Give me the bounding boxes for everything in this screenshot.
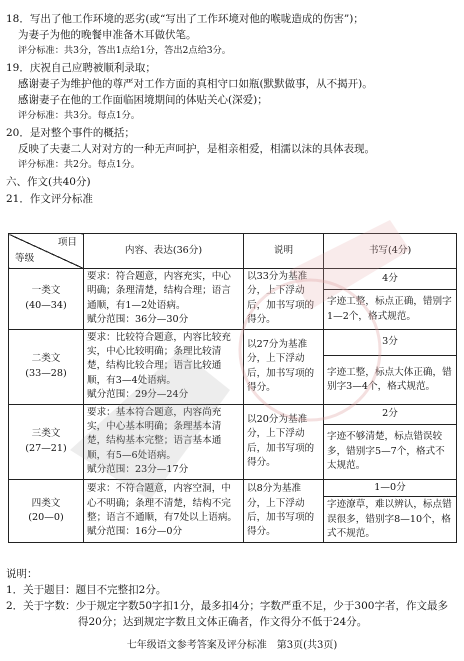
rubric-row bbox=[9, 329, 457, 356]
content-score-range: 赋分范围：16分—0分 bbox=[87, 526, 183, 538]
answer-18-line-2: 为妻子为他的晚餐申准备木耳做伏笔。 bbox=[18, 29, 197, 41]
notes-title: 说明： bbox=[6, 568, 38, 580]
writing-score-cell: 4分 bbox=[324, 269, 457, 290]
answer-19-line-1: 19．庆祝自己应聘被顺利录取； bbox=[6, 62, 156, 74]
rubric-header-row bbox=[9, 234, 457, 269]
grade-cell bbox=[9, 329, 84, 404]
answer-19-scoring: 评分标准：共3分。每点1分。 bbox=[18, 110, 140, 121]
note-2-line-1: 2．关于字数：少于规定字数50字扣1分，最多扣4分；字数严重不足，少于300字者，作文最多 bbox=[6, 600, 448, 612]
grade-name: 四类文 bbox=[31, 497, 61, 509]
grade-name: 三类文 bbox=[31, 428, 61, 440]
content-requirements: 要求：比较符合题意，内容比较充实，中心比较明确；条理比较清楚，结构比较合理；语言比较通顺，有3—4处语病。 bbox=[87, 331, 231, 386]
writing-score-cell: 2分 bbox=[324, 404, 457, 425]
writing-desc-cell: 字迹工整，标点正确，错别字1—2个，格式规范。 bbox=[324, 290, 457, 329]
header-diagonal-cell bbox=[9, 234, 84, 269]
grade-range: (27—21) bbox=[25, 442, 67, 454]
answer-20-scoring: 评分标准：共2分。每点1分。 bbox=[18, 159, 140, 170]
header-content: 内容、表达(36分) bbox=[84, 234, 244, 269]
grade-name: 二类文 bbox=[31, 353, 61, 365]
note-cell: 以27分为基准分，上下浮动后，加书写项的得分。 bbox=[244, 329, 324, 404]
header-item-label: 项目 bbox=[57, 237, 77, 248]
header-note: 说明 bbox=[244, 234, 324, 269]
grade-range: (40—34) bbox=[25, 299, 67, 311]
note-2-line-2: 得20分；达到规定字数且文体正确者，作文得分不低于24分。 bbox=[78, 616, 368, 628]
rubric-row bbox=[9, 269, 457, 290]
content-cell bbox=[84, 329, 244, 404]
grade-cell bbox=[9, 404, 84, 479]
content-cell bbox=[84, 269, 244, 330]
note-cell: 以8分为基准分，上下浮动后，加书写项的得分。 bbox=[244, 479, 324, 543]
grade-range: (20—0) bbox=[28, 512, 64, 523]
note-1: 1．关于题目：题目不完整扣2分。 bbox=[6, 584, 167, 596]
writing-score-cell: 1—0分 bbox=[324, 479, 457, 496]
content-score-range: 赋分范围：36分—30分 bbox=[87, 314, 189, 326]
content-cell bbox=[84, 404, 244, 479]
rubric-row bbox=[9, 404, 457, 425]
answer-20-line-1: 20．是对整个事件的概括； bbox=[6, 127, 135, 139]
answer-20-line-2: 反映了夫妻二人对对方的一种无声呵护，是相亲相爱，相濡以沫的具体表现。 bbox=[18, 143, 375, 155]
content-score-range: 赋分范围：23分—17分 bbox=[87, 464, 189, 476]
content-cell bbox=[84, 479, 244, 543]
grade-range: (33—28) bbox=[25, 367, 67, 379]
header-writing: 书写(4分) bbox=[324, 234, 457, 269]
grade-cell bbox=[9, 269, 84, 330]
writing-desc-cell: 字迹潦草，难以辨认，标点错误很多，错别字8—10个，格式不规范。 bbox=[324, 497, 457, 543]
answer-18-scoring: 评分标准：共3分，答出1点给1分，答出2点给3分。 bbox=[18, 45, 231, 56]
header-grade-label: 等级 bbox=[15, 252, 35, 264]
content-requirements: 要求：符合题意，内容充实，中心明确；条理清楚，结构合理；语言通顺，有1—2处语病。 bbox=[87, 271, 231, 311]
content-requirements: 要求：基本符合题意，内容尚充实，中心基本明确；条理基本清楚，结构基本完整；语言基本通顺，有5—6处语病。 bbox=[87, 406, 222, 461]
grade-cell bbox=[9, 479, 84, 543]
answer-19-line-2: 感谢妻子为维护他的尊严对工作方面的真相守口如瓶(默默做事，从不揭开)。 bbox=[18, 78, 373, 90]
section-six-heading: 六、作文(共40分) bbox=[6, 176, 91, 188]
writing-desc-cell: 字迹不够清楚，标点错误较多，错别字5—7个，格式不太规范。 bbox=[324, 425, 457, 480]
writing-score-cell: 3分 bbox=[324, 329, 457, 356]
writing-desc-cell: 字迹工整，标点大体正确，错别字3—4个，格式规范。 bbox=[324, 356, 457, 405]
page-footer: 七年级语文参考答案及评分标准 第3页(共3页) bbox=[126, 640, 338, 651]
note-cell: 以20分为基准分，上下浮动后，加书写项的得分。 bbox=[244, 404, 324, 479]
content-requirements: 要求：不符合题意，内容空洞，中心不明确；条理不清楚，结构不完整；语言不通顺，有7处以上语病。 bbox=[87, 483, 238, 523]
rubric-row bbox=[9, 479, 457, 496]
essay-rubric-table bbox=[8, 233, 457, 543]
content-score-range: 赋分范围：29分—24分 bbox=[87, 389, 189, 401]
note-cell: 以33分为基准分，上下浮动后，加书写项的得分。 bbox=[244, 269, 324, 330]
answer-18-line-1: 18．写出了他工作环境的恶劣(或“写出了工作环境对他的喉咙造成的伤害”)； bbox=[6, 13, 364, 25]
answer-19-line-3: 感谢妻子在他的工作面临困境期间的体贴关心(深爱)； bbox=[18, 94, 268, 106]
grade-name: 一类文 bbox=[31, 285, 61, 297]
question-21-heading: 21．作文评分标准 bbox=[6, 193, 93, 205]
